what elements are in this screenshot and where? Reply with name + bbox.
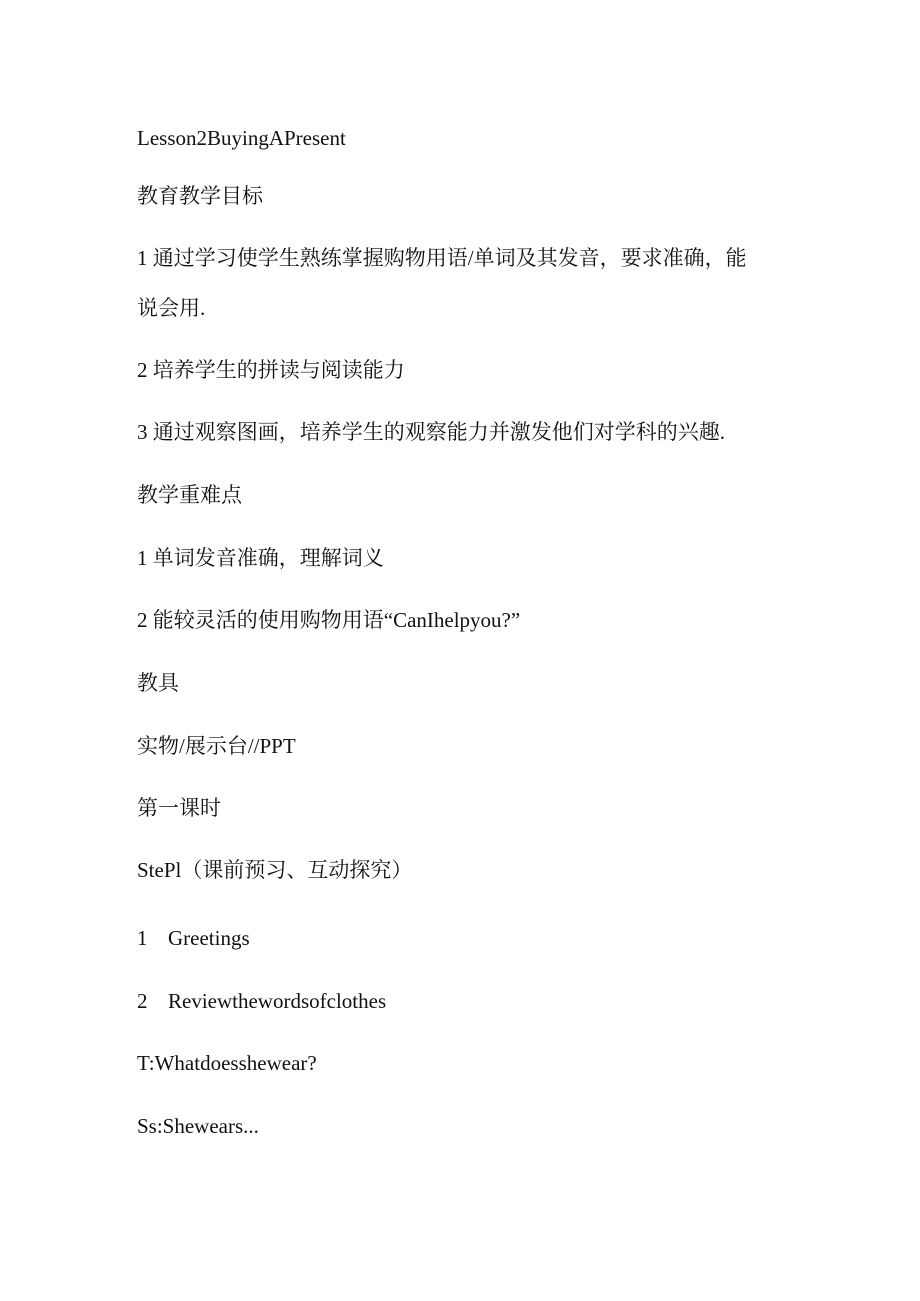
objective-2: 2 培养学生的拼读与阅读能力	[137, 358, 405, 382]
numbered-item	[137, 989, 787, 1013]
item-number: 2	[137, 989, 148, 1013]
key-point-2: 2 能较灵活的使用购物用语“CanIhelpyou?”	[137, 608, 521, 632]
objective-1-continued: 说会用.	[137, 296, 206, 320]
section-heading-key-points: 教学重难点	[137, 483, 242, 507]
item-text: Reviewthewordsofclothes	[168, 989, 387, 1013]
objective-1: 1 通过学习使学生熟练掌握购物用语/单词及其发音，要求准确，能	[137, 246, 747, 270]
lesson-heading: 第一课时	[137, 796, 221, 820]
key-point-1: 1 单词发音准确，理解词义	[137, 546, 384, 570]
document-title: Lesson2BuyingAPresent	[137, 126, 346, 150]
teaching-aids-list: 实物/展示台//PPT	[137, 734, 296, 758]
objective-3: 3 通过观察图画，培养学生的观察能力并激发他们对学科的兴趣.	[137, 420, 725, 444]
dialogue-line-teacher: T:Whatdoesshewear?	[137, 1051, 317, 1075]
item-text: Greetings	[168, 926, 250, 950]
numbered-item	[137, 926, 787, 950]
section-heading-objectives: 教育教学目标	[137, 184, 263, 208]
dialogue-line-students: Ss:Shewears...	[137, 1114, 259, 1138]
section-heading-teaching-aids: 教具	[137, 671, 179, 695]
item-number: 1	[137, 926, 148, 950]
step-heading: StePl（课前预习、互动探究）	[137, 858, 413, 882]
